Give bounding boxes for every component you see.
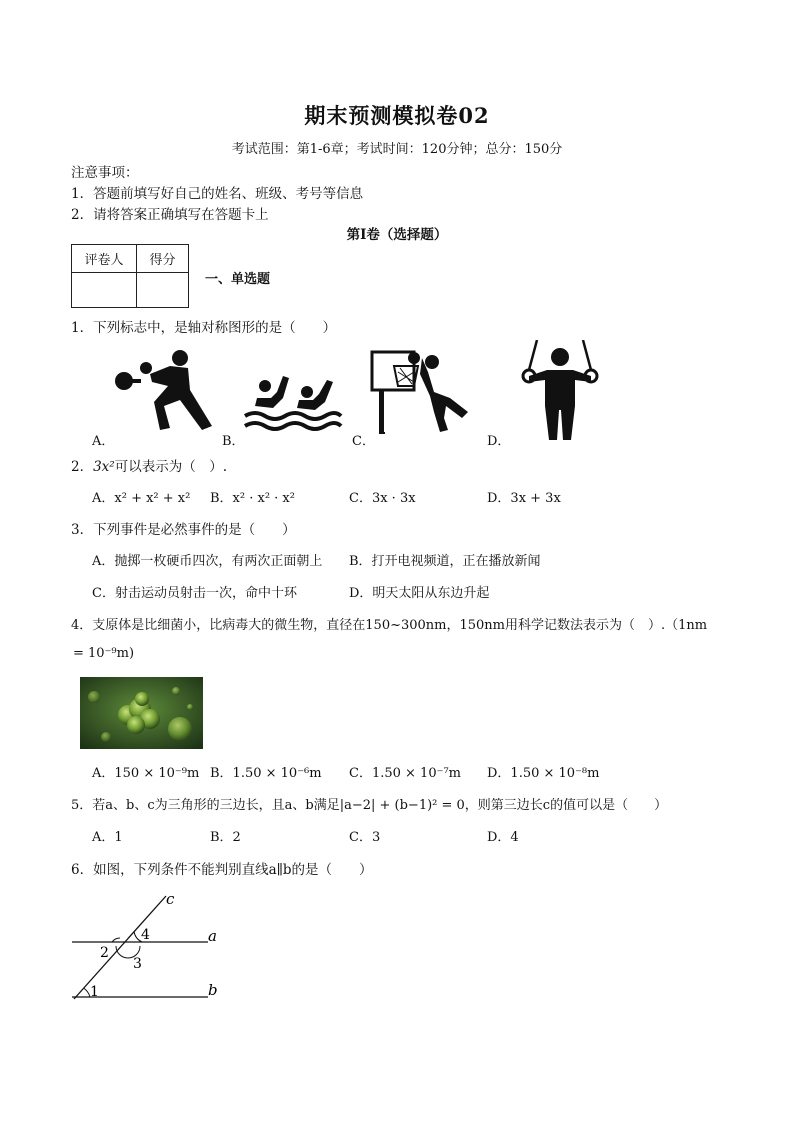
parallel-lines-figure [68, 888, 228, 1004]
grader-cell[interactable] [72, 273, 137, 308]
q4-option-d[interactable]: D．1.50 × 10⁻⁸m [487, 766, 600, 781]
q4-option-a[interactable]: A．150 × 10⁻⁹m [92, 766, 200, 781]
score-table [71, 244, 189, 308]
label-a: a [208, 927, 217, 945]
q4-option-b[interactable]: B．1.50 × 10⁻⁶m [210, 766, 322, 781]
angle-4-label: 4 [141, 927, 150, 943]
question-4-cont: = 10⁻⁹m) [73, 646, 135, 661]
grader-header: 评卷人 [72, 245, 137, 273]
basketball-dunk-icon [370, 348, 476, 434]
expression: 3x² [93, 459, 115, 475]
q3-option-a[interactable]: A．抛掷一枚硬币四次，有两次正面朝上 [92, 554, 323, 569]
angle-2-label: 2 [100, 945, 109, 961]
question-1: 1．下列标志中，是轴对称图形的是（ ） [71, 320, 337, 336]
label-b: b [208, 981, 218, 999]
q5-option-c[interactable]: C．3 [349, 830, 381, 845]
q2-option-a[interactable]: A．x² + x² + x² [92, 491, 191, 506]
q3-option-b[interactable]: B．打开电视频道，正在播放新闻 [349, 554, 541, 569]
score-cell[interactable] [137, 273, 189, 308]
note-item: 2．请将答案正确填写在答题卡上 [71, 207, 269, 223]
question-3: 3．下列事件是必然事件的是（ ） [71, 522, 296, 538]
q3-option-d[interactable]: D．明天太阳从东边升起 [349, 586, 490, 601]
q1-option-c[interactable]: C． [352, 434, 375, 449]
question-4: 4．支原体是比细菌小，比病毒大的微生物，直径在150~300nm，150nm用科学记数法表示为（ ）.（1nm [71, 618, 708, 633]
label-c: c [166, 890, 175, 908]
question-text: 可以表示为（ ）. [114, 459, 228, 475]
q2-option-d[interactable]: D．3x + 3x [487, 491, 561, 506]
q2-option-b[interactable]: B．x² · x² · x² [210, 491, 295, 506]
mycoplasma-image [80, 677, 203, 749]
section-heading: 第I卷（选择题） [346, 227, 448, 243]
q1-option-b[interactable]: B． [222, 434, 245, 449]
synchronized-swimmers-icon [243, 374, 343, 434]
q5-option-a[interactable]: A．1 [92, 830, 123, 845]
score-header: 得分 [137, 245, 189, 273]
note-item: 1．答题前填写好自己的姓名、班级、考号等信息 [71, 186, 364, 202]
question-2 [71, 455, 227, 475]
exam-info: 考试范围：第1-6章；考试时间：120分钟；总分：150分 [231, 142, 563, 157]
q1-option-a[interactable]: A． [92, 434, 115, 449]
rings-gymnast-icon [519, 340, 603, 442]
table-tennis-player-icon [108, 348, 218, 434]
q5-option-d[interactable]: D．4 [487, 830, 519, 845]
q1-option-d[interactable]: D． [487, 434, 511, 449]
q5-option-b[interactable]: B．2 [210, 830, 241, 845]
question-6: 6．如图，下列条件不能判别直线a∥b的是（ ） [71, 862, 373, 878]
part-heading: 一、单选题 [205, 272, 271, 287]
q2-option-c[interactable]: C．3x · 3x [349, 491, 416, 506]
angle-1-label: 1 [90, 984, 99, 1000]
q3-option-c[interactable]: C．射击运动员射击一次，命中十环 [92, 586, 297, 601]
angle-3-label: 3 [133, 956, 142, 972]
question-5: 5．若a、b、c为三角形的三边长，且a、b满足|a−2| + (b−1)² = 0，则第三边长c的值可以是（ ） [71, 798, 668, 813]
question-number: 2． [71, 459, 94, 475]
page-title: 期末预测模拟卷02 [304, 103, 490, 128]
q4-option-c[interactable]: C．1.50 × 10⁻⁷m [349, 766, 461, 781]
notes-heading: 注意事项： [71, 165, 139, 181]
